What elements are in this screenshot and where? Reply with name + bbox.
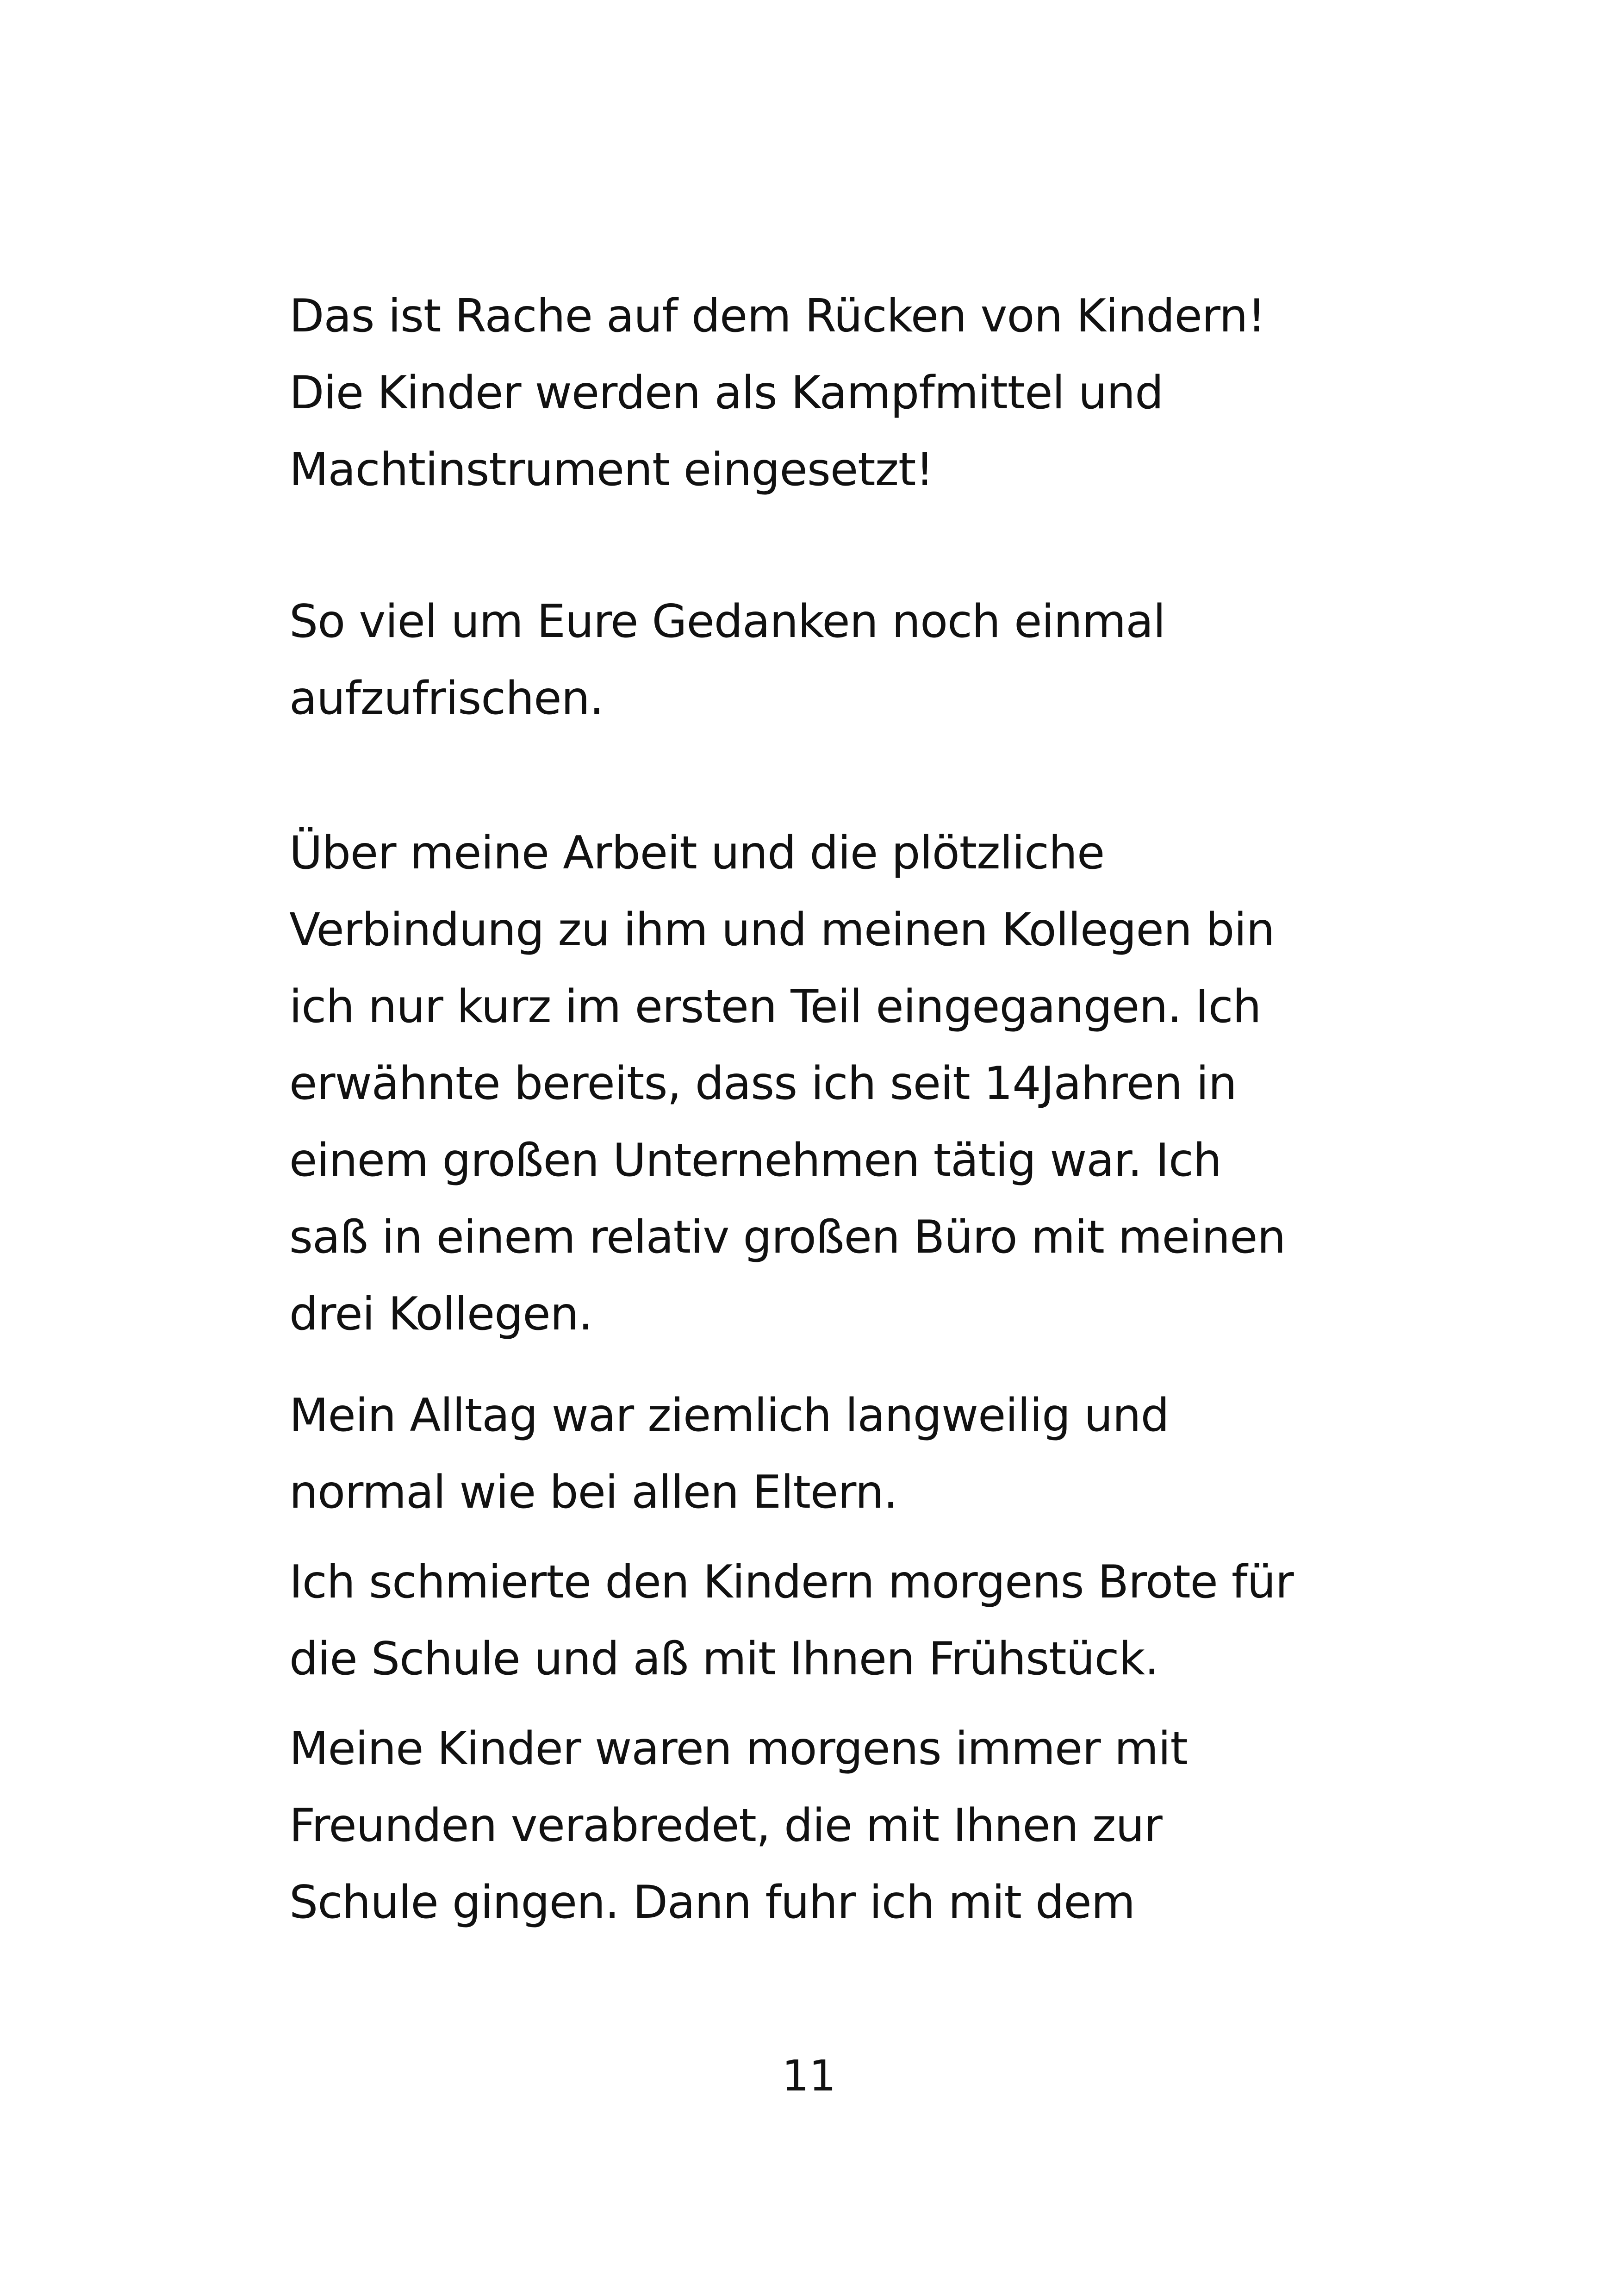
paragraph-5 [289,1544,1294,1697]
text-line: Mein Alltag war ziemlich langweilig und [289,1389,1169,1442]
text-line: normal wie bei allen Eltern. [289,1466,897,1519]
page-number: 11 [782,2051,836,2101]
text-line: Meine Kinder waren morgens immer mit [289,1722,1188,1775]
text-line: Verbindung zu ihm und meinen Kollegen bin [289,904,1275,956]
text-line: Über meine Arbeit und die plötzliche [289,827,1105,880]
text-line: Die Kinder werden als Kampfmittel und [289,367,1164,419]
text-line: Machtinstrument eingesetzt! [289,443,933,496]
text-line: die Schule und aß mit Ihnen Frühstück. [289,1633,1159,1685]
text-line: drei Kollegen. [289,1288,592,1341]
text-line: ich nur kurz im ersten Teil eingegangen. Ich [289,980,1261,1033]
paragraph-4 [289,1377,1169,1531]
text-line: erwähnte bereits, dass ich seit 14Jahren in [289,1057,1237,1110]
paragraph-3 [289,815,1285,1353]
text-line: einem großen Unternehmen tätig war. Ich [289,1134,1221,1187]
text-line: aufzufrischen. [289,672,604,725]
paragraph-6 [289,1710,1188,1941]
paragraph-2 [289,583,1165,737]
text-line: saß in einem relativ großen Büro mit meinen [289,1211,1286,1264]
text-line: So viel um Eure Gedanken noch einmal [289,595,1165,648]
text-line: Freunden verabredet, die mit Ihnen zur [289,1799,1162,1852]
text-line: Ich schmierte den Kindern morgens Brote für [289,1556,1294,1609]
text-line: Schule gingen. Dann fuhr ich mit dem [289,1876,1135,1929]
text-line: Das ist Rache auf dem Rücken von Kindern! [289,290,1265,343]
paragraph-1 [289,278,1265,508]
